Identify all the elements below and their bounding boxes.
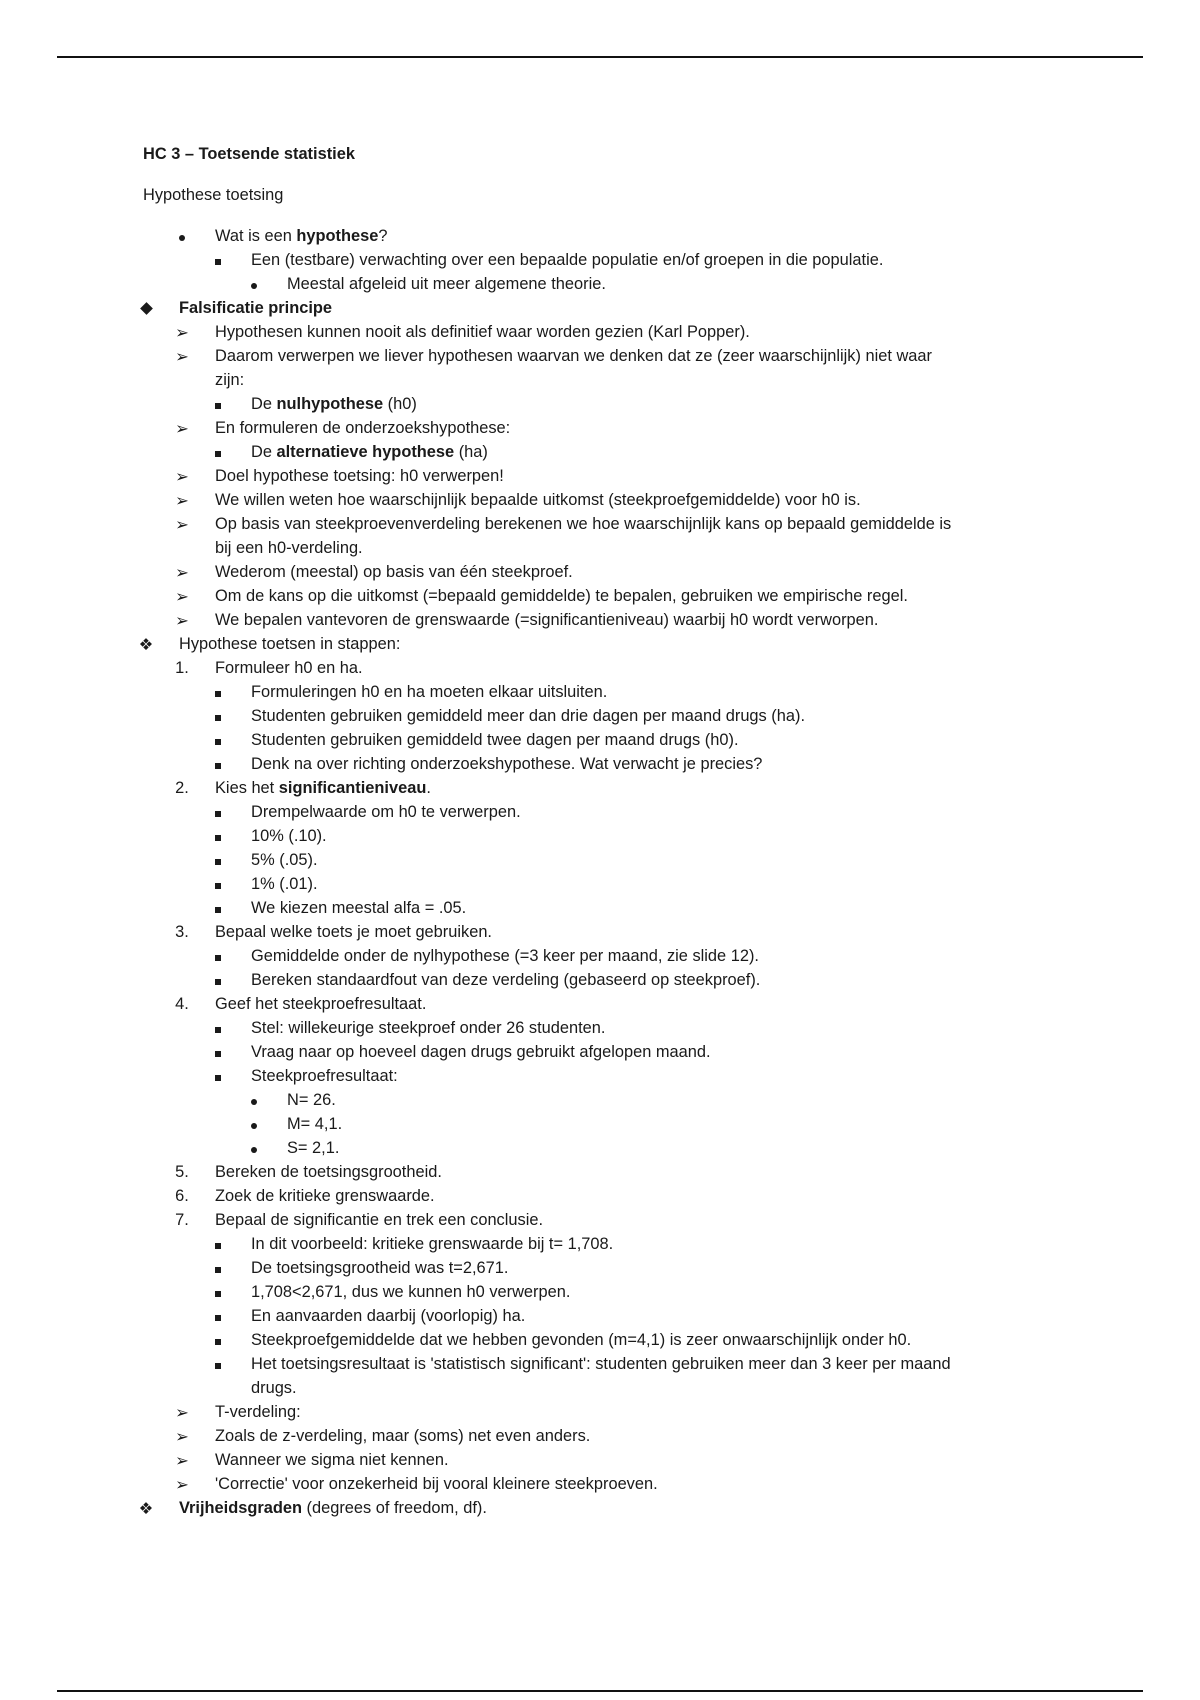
footer-rule <box>57 1690 1143 1692</box>
arrow-bullet-icon: ➢ <box>175 588 189 606</box>
bullet-icon <box>215 1339 221 1345</box>
bullet-icon <box>215 1291 221 1297</box>
bullet-icon <box>215 1363 221 1369</box>
bullet-icon <box>215 1267 221 1273</box>
bullet-icon <box>215 451 221 457</box>
four-diamond-bullet-icon: ❖ <box>138 1500 154 1518</box>
arrow-bullet-icon: ➢ <box>175 1404 189 1422</box>
arrow-bullet-icon: ➢ <box>175 1428 189 1446</box>
arrow-bullet-icon: ➢ <box>175 564 189 582</box>
arrow-bullet-icon: ➢ <box>175 516 189 534</box>
bullet-icon <box>251 1147 257 1153</box>
bullet-icon <box>215 763 221 769</box>
arrow-bullet-icon: ➢ <box>175 324 189 342</box>
bullet-icon <box>215 955 221 961</box>
bullet-icon <box>215 907 221 913</box>
section-heading: Hypothese toetsing <box>143 186 284 204</box>
bullet-icon <box>215 979 221 985</box>
bullet-icon <box>215 1027 221 1033</box>
arrow-bullet-icon: ➢ <box>175 492 189 510</box>
page-title: HC 3 – Toetsende statistiek <box>143 145 355 163</box>
bullet-icon <box>251 1123 257 1129</box>
arrow-bullet-icon: ➢ <box>175 1476 189 1494</box>
bullet-icon <box>215 691 221 697</box>
bullet-icon <box>215 715 221 721</box>
diamond-bullet-icon <box>140 302 153 315</box>
bullet-icon <box>215 1075 221 1081</box>
bullet-icon <box>215 835 221 841</box>
arrow-bullet-icon: ➢ <box>175 468 189 486</box>
bullet-icon <box>251 283 257 289</box>
bullet-icon <box>215 859 221 865</box>
arrow-bullet-icon: ➢ <box>175 348 189 366</box>
arrow-bullet-icon: ➢ <box>175 612 189 630</box>
arrow-bullet-icon: ➢ <box>175 420 189 438</box>
header-rule <box>57 56 1143 58</box>
arrow-bullet-icon: ➢ <box>175 1452 189 1470</box>
bullet-icon <box>251 1099 257 1105</box>
bullet-icon <box>215 259 221 265</box>
bullet-icon <box>215 739 221 745</box>
four-diamond-bullet-icon: ❖ <box>138 636 154 654</box>
bullet-icon <box>215 403 221 409</box>
bullet-icon <box>215 1243 221 1249</box>
bullet-icon <box>179 235 185 241</box>
bullet-icon <box>215 1315 221 1321</box>
bullet-icon <box>215 883 221 889</box>
bullet-icon <box>215 1051 221 1057</box>
bullet-icon <box>215 811 221 817</box>
